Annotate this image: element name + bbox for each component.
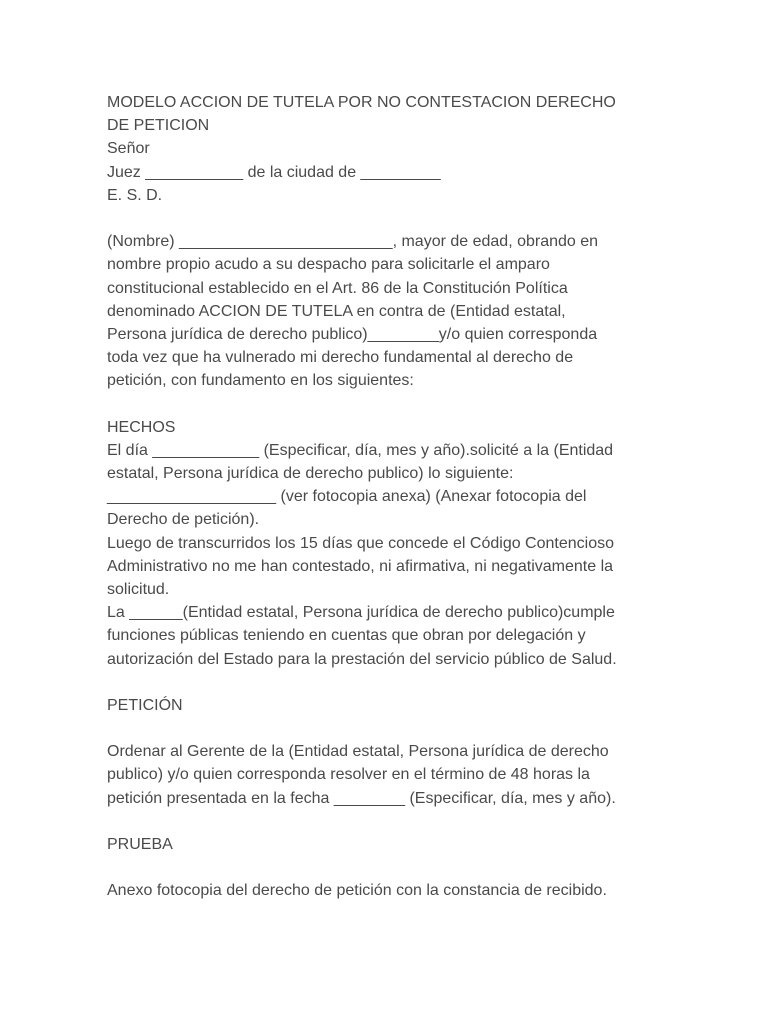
paragraph-spacer <box>107 207 667 230</box>
paragraph-spacer <box>107 856 667 879</box>
intro-line: denominado ACCION DE TUTELA en contra de (Entidad estatal, <box>107 302 566 320</box>
address-line: Señor <box>107 140 150 158</box>
section-heading-peticion: PETICIÓN <box>107 696 183 714</box>
hechos-line: El día ____________ (Especificar, día, mes y año).solicité a la (Entidad <box>107 441 614 459</box>
hechos-line: Derecho de petición). <box>107 511 260 529</box>
document-title-line: MODELO ACCION DE TUTELA POR NO CONTESTACION DERECHO <box>107 94 616 111</box>
hechos-line: La ______(Entidad estatal, Persona jurídica de derecho publico)cumple <box>107 604 615 622</box>
hechos-line: funciones públicas teniendo en cuentas que obran por delegación y <box>107 627 586 645</box>
hechos-line: Luego de transcurridos los 15 días que concede el Código Contencioso <box>107 534 614 552</box>
peticion-line: petición presentada en la fecha ________ (Especificar, día, mes y año). <box>107 789 616 807</box>
address-line: E. S. D. <box>107 186 163 204</box>
hechos-line: ___________________ (ver fotocopia anexa) (Anexar fotocopia del <box>107 488 587 506</box>
hechos-line: solicitud. <box>107 580 170 598</box>
intro-line: Persona jurídica de derecho publico)________y/o quien corresponda <box>107 325 598 343</box>
paragraph-spacer <box>107 392 667 415</box>
section-heading-hechos: HECHOS <box>107 418 176 436</box>
document-body <box>107 91 667 903</box>
intro-line: (Nombre) ________________________, mayor de edad, obrando en <box>107 233 599 251</box>
hechos-line: estatal, Persona jurídica de derecho publico) lo siguiente: <box>107 465 514 482</box>
intro-line: petición, con fundamento en los siguientes: <box>107 372 414 390</box>
intro-line: toda vez que ha vulnerado mi derecho fundamental al derecho de <box>107 349 574 367</box>
paragraph-spacer <box>107 717 667 740</box>
peticion-line: Ordenar al Gerente de la (Entidad estatal, Persona jurídica de derecho <box>107 743 609 761</box>
peticion-line: publico) y/o quien corresponda resolver en el término de 48 horas la <box>107 766 590 784</box>
document-title-line: DE PETICION <box>107 117 210 135</box>
hechos-line: Administrativo no me han contestado, ni afirmativa, ni negativamente la <box>107 557 614 575</box>
intro-line: constitucional establecido en el Art. 86 de la Constitución Política <box>107 279 568 297</box>
hechos-line: autorización del Estado para la prestación del servicio público de Salud. <box>107 650 617 668</box>
prueba-line: Anexo fotocopia del derecho de petición con la constancia de recibido. <box>107 882 607 900</box>
paragraph-spacer <box>107 810 667 833</box>
section-heading-prueba: PRUEBA <box>107 836 173 853</box>
address-line: Juez ___________ de la ciudad de _________ <box>107 163 441 181</box>
intro-line: nombre propio acudo a su despacho para solicitarle el amparo <box>107 256 550 274</box>
paragraph-spacer <box>107 671 667 694</box>
